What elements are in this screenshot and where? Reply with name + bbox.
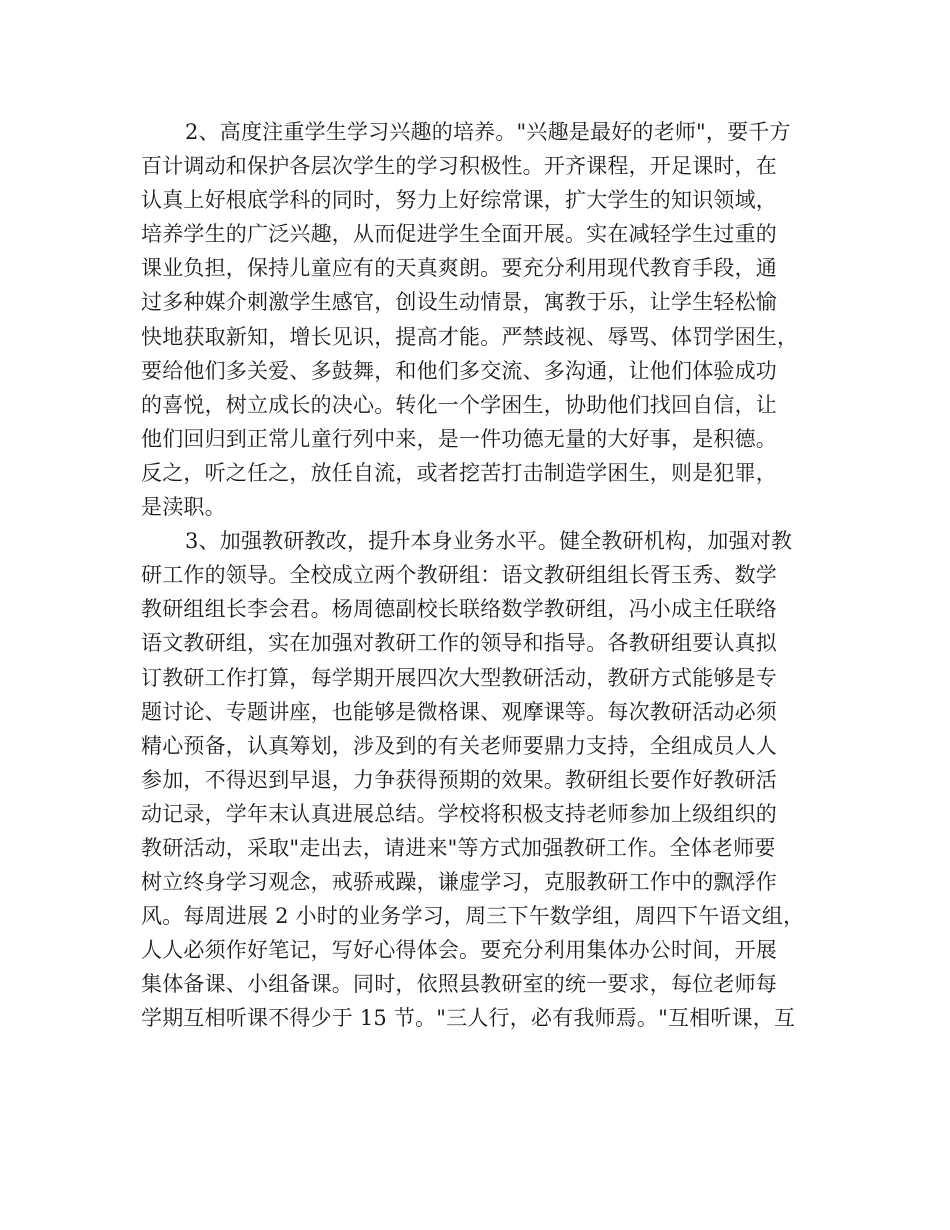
text-line: 研工作的领导。全校成立两个教研组：语文教研组组长胥玉秀、数学 [141,563,777,588]
text-line: 动记录，学年末认真进展总结。学校将积极支持老师参加上级组织的 [141,801,777,826]
text-line: 精心预备，认真筹划，涉及到的有关老师要鼎力支持，全组成员人人 [141,733,777,758]
text-line: 是渎职。 [141,495,226,520]
text-line: 认真上好根底学科的同时，努力上好综常课，扩大学生的知识领域， [141,188,777,213]
text-line: 要给他们多关爱、多鼓舞，和他们多交流、多沟通，让他们体验成功 [141,358,777,383]
text-line: 教研组组长李会君。杨周德副校长联络数学教研组，冯小成主任联络 [141,597,777,622]
text-line: 培养学生的广泛兴趣，从而促进学生全面开展。实在减轻学生过重的 [141,222,777,247]
text-line: 语文教研组，实在加强对教研工作的领导和指导。各教研组要认真拟 [141,631,777,656]
text-line: 他们回归到正常儿童行列中来，是一件功德无量的大好事，是积德。 [141,426,777,451]
text-line: 百计调动和保护各层次学生的学习积极性。开齐课程，开足课时，在 [141,154,777,179]
document-body [141,115,811,1036]
text-line: 风。每周进展 2 小时的业务学习，周三下午数学组，周四下午语文组， [141,904,805,929]
text-line: 2、高度注重学生学习兴趣的培养。"兴趣是最好的老师"，要千方 [185,120,791,144]
text-line: 题讨论、专题讲座，也能够是微格课、观摩课等。每次教研活动必须 [141,699,777,724]
text-line: 过多种媒介刺激学生感官，创设生动情景，寓教于乐，让学生轻松愉 [141,290,777,315]
text-line: 的喜悦，树立成长的决心。转化一个学困生，协助他们找回自信，让 [141,392,777,417]
paragraph-3 [141,524,811,1035]
text-line: 反之，听之任之，放任自流，或者挖苦打击制造学困生，则是犯罪， [141,460,777,485]
text-line: 3、加强教研教改，提升本身业务水平。健全教研机构，加强对教 [185,529,793,554]
text-line: 参加，不得迟到早退，力争获得预期的效果。教研组长要作好教研活 [141,767,777,792]
text-line: 树立终身学习观念，戒骄戒躁，谦虚学习，克服教研工作中的飘浮作 [141,870,777,895]
paragraph-2 [141,115,811,524]
text-line: 教研活动，采取"走出去，请进来"等方式加强教研工作。全体老师要 [141,835,776,860]
text-line: 集体备课、小组备课。同时，依照县教研室的统一要求，每位老师每 [141,972,777,997]
text-line: 人人必须作好笔记，写好心得体会。要充分利用集体办公时间，开展 [141,938,777,963]
text-line: 快地获取新知，增长见识，提高才能。严禁歧视、辱骂、体罚学困生， [141,324,799,349]
text-line: 订教研工作打算，每学期开展四次大型教研活动，教研方式能够是专 [141,665,777,690]
text-line: 课业负担，保持儿童应有的天真爽朗。要充分利用现代教育手段，通 [141,256,777,281]
text-line: 学期互相听课不得少于 15 节。"三人行，必有我师焉。"互相听课，互 [141,1006,796,1031]
